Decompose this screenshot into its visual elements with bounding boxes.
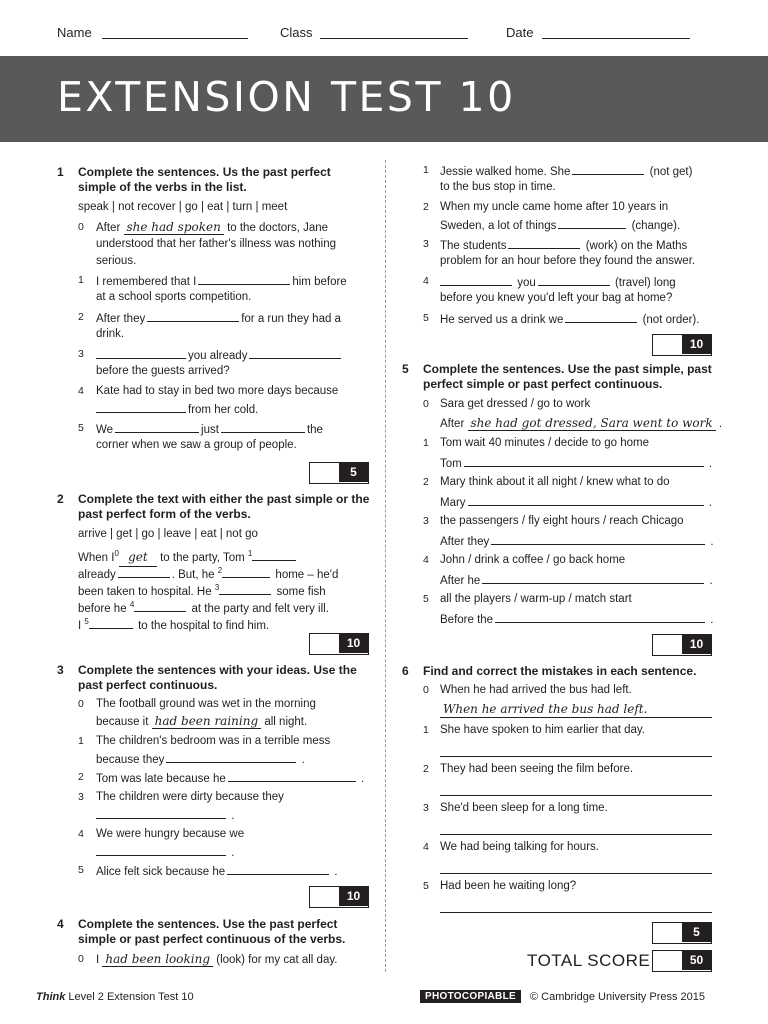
item-4-prompt: John / drink a coffee / go back home: [440, 554, 626, 566]
item-text: at the party and felt very ill.: [191, 602, 329, 615]
item-text: The students: [440, 240, 507, 252]
answer-blank[interactable]: [565, 310, 637, 323]
item-5-answer-line: Before the .: [440, 610, 713, 629]
answer-blank[interactable]: [96, 806, 226, 819]
item-text: After: [96, 222, 121, 234]
item-text: the: [306, 424, 323, 436]
item-1: The children's bedroom was in a terrible mess: [96, 735, 331, 747]
answer-blank[interactable]: [482, 571, 704, 584]
item-1-text: She have spoken to him earlier that day.: [440, 724, 645, 736]
item-3-line2: .: [96, 806, 234, 825]
score-box[interactable]: [652, 922, 712, 944]
item-2-answer-line: Mary .: [440, 493, 712, 512]
answer-blank[interactable]: [89, 616, 133, 629]
answer-blank[interactable]: [115, 420, 199, 433]
example-answer: get: [119, 549, 157, 567]
answer-blank[interactable]: [495, 610, 705, 623]
total-score-label: TOTAL SCORE: [527, 951, 651, 970]
item-0: The football ground was wet in the morning: [96, 698, 316, 710]
score-max: 10: [339, 634, 368, 653]
item-number: 3: [423, 238, 429, 250]
item-number: 3: [423, 515, 429, 527]
answer-line[interactable]: [440, 756, 712, 757]
score-box[interactable]: [309, 633, 369, 655]
answer-blank[interactable]: [464, 454, 704, 467]
date-field[interactable]: [542, 38, 690, 39]
item-0-line2: understood that her father's illness was nothing: [96, 238, 337, 250]
item-text: before he: [78, 602, 127, 615]
exercise-instructions: Complete the sentences with your ideas. Use the past perfect continuous.: [78, 663, 357, 692]
footer-left: [36, 991, 194, 1003]
item-text: (travel) long: [614, 277, 676, 289]
answer-blank[interactable]: [96, 843, 226, 856]
answer-blank[interactable]: [228, 769, 356, 782]
item-text: some fish: [276, 585, 326, 598]
item-number: 2: [423, 201, 429, 213]
exercise-instructions: Find and correct the mistakes in each sentence.: [423, 664, 697, 678]
answer-blank[interactable]: [227, 862, 329, 875]
item-0-answer-line: After she had got dressed, Sara went to work .: [440, 416, 723, 430]
item-text: Alice felt sick because he: [96, 866, 226, 878]
item-number: 4: [78, 385, 84, 397]
item-number: 5: [78, 864, 84, 876]
item-3: The children were dirty because they: [96, 791, 284, 803]
item-text: . But, he: [171, 568, 215, 581]
class-field[interactable]: [320, 38, 468, 39]
answer-line[interactable]: [440, 912, 712, 913]
item-0: [96, 951, 337, 969]
item-number: 5: [423, 312, 429, 324]
item-1-line2: because they .: [96, 750, 305, 769]
exercise-instructions: Complete the sentences. Us the past perfect simple of the verbs in the list.: [78, 165, 331, 194]
exercise-number: 5: [402, 362, 409, 376]
item-text: I remembered that I: [96, 276, 197, 288]
answer-blank[interactable]: [222, 565, 270, 578]
name-field[interactable]: [102, 38, 248, 39]
total-score-box[interactable]: [652, 950, 712, 972]
item-5-prompt: all the players / warm-up / match start: [440, 593, 632, 605]
answer-line[interactable]: [440, 834, 712, 835]
item-0-prompt: Sara get dressed / go to work: [440, 398, 591, 410]
item-text: He served us a drink we: [440, 314, 564, 326]
item-4-line2: before you knew you'd left your bag at home?: [440, 292, 673, 304]
level: Level 2: [68, 991, 104, 1003]
answer-blank[interactable]: [558, 216, 626, 229]
item-number: 2: [423, 763, 429, 775]
answer-blank[interactable]: [118, 565, 170, 578]
answer-blank[interactable]: [491, 532, 705, 545]
item-text: (change).: [631, 220, 681, 232]
answer-line[interactable]: [440, 717, 712, 718]
item-3-text: She'd been sleep for a long time.: [440, 802, 608, 814]
item-text: all night.: [264, 716, 308, 728]
item-text: for a run they had a: [241, 313, 341, 325]
copyright: © Cambridge University Press 2015: [530, 991, 706, 1003]
item-number: 5: [78, 422, 84, 434]
item-text: you: [517, 277, 536, 289]
answer-blank[interactable]: [96, 400, 186, 413]
answer-blank[interactable]: [96, 346, 186, 359]
item-0-line3: serious.: [96, 255, 137, 267]
item-number: 1: [78, 274, 84, 286]
answer-blank[interactable]: [572, 162, 644, 175]
item-1-answer-line: Tom .: [440, 454, 712, 473]
item-3-prompt: the passengers / fly eight hours / reach Chicago: [440, 515, 684, 527]
answer-line[interactable]: [440, 873, 712, 874]
gap-number: 3: [214, 583, 220, 592]
example-answer: she had got dressed, Sara went to work: [468, 416, 716, 431]
item-number: 2: [78, 771, 84, 783]
exercise-number: 6: [402, 664, 409, 678]
example-answer: had been looking: [102, 952, 213, 967]
score-box[interactable]: [309, 886, 369, 908]
answer-blank[interactable]: [468, 493, 704, 506]
item-1-line2: to the bus stop in time.: [440, 181, 556, 193]
item-number: 2: [78, 311, 84, 323]
date-label: Date: [506, 25, 534, 40]
item-text: already: [78, 568, 116, 581]
item-text: to the doctors, Jane: [227, 222, 329, 234]
name-label: Name: [57, 25, 92, 40]
item-text: I: [96, 954, 100, 966]
item-0-line2: [96, 713, 307, 731]
item-text: I: [78, 619, 82, 632]
item-4: We were hungry because we: [96, 828, 245, 840]
score-box[interactable]: [652, 634, 712, 656]
example-answer: When he arrived the bus had left.: [443, 702, 648, 716]
test-name: Extension Test 10: [106, 991, 194, 1003]
item-4-line2: [96, 400, 258, 419]
gap-number: 0: [114, 549, 119, 558]
item-text: you already: [188, 350, 248, 362]
item-5-line2: corner when we saw a group of people.: [96, 439, 297, 451]
item-text: Sweden, a lot of things: [440, 220, 557, 232]
exercise-instructions: Complete the text with either the past simple or the past perfect form of the verbs.: [78, 492, 370, 521]
item-text: (look) for my cat all day.: [216, 954, 338, 966]
student-info-row: [0, 22, 768, 46]
item-number: 1: [423, 164, 429, 176]
answer-blank[interactable]: [134, 599, 186, 612]
item-text: (not order).: [642, 314, 700, 326]
answer-blank[interactable]: [166, 750, 296, 763]
series-name: Think: [36, 991, 66, 1003]
item-2: Tom was late because he .: [96, 769, 364, 788]
item-2-text: They had been seeing the film before.: [440, 763, 634, 775]
item-text: We: [96, 424, 114, 436]
item-text: Mary: [440, 497, 466, 509]
answer-blank[interactable]: [198, 272, 290, 285]
example-answer: had been raining: [152, 714, 262, 729]
class-label: Class: [280, 25, 313, 40]
answer-blank[interactable]: [440, 273, 512, 286]
answer-blank[interactable]: [252, 548, 296, 561]
answer-blank[interactable]: [249, 346, 341, 359]
score-max: 10: [682, 335, 711, 354]
item-text: been taken to hospital. He: [78, 585, 212, 598]
item-2: [96, 309, 341, 328]
item-2: When my uncle came home after 10 years in: [440, 201, 669, 213]
item-3-answer-line: After they .: [440, 532, 714, 551]
item-text: After they: [440, 536, 490, 548]
item-number: 0: [78, 698, 84, 710]
item-text: After they: [96, 313, 146, 325]
item-number: 2: [423, 476, 429, 488]
item-text: Tom was late because he: [96, 773, 226, 785]
answer-blank[interactable]: [221, 420, 305, 433]
item-1-line2: at a school sports competition.: [96, 291, 252, 303]
item-5: [440, 310, 699, 329]
answer-line[interactable]: [440, 795, 712, 796]
item-number: 1: [423, 724, 429, 736]
item-4-answer-line: After he .: [440, 571, 713, 590]
page-title: EXTENSION TEST 10: [57, 73, 516, 121]
item-text: because they: [96, 754, 165, 766]
item-4-text: We had being talking for hours.: [440, 841, 599, 853]
item-3-line2: problem for an hour before they found the answer.: [440, 255, 696, 267]
item-text: (work) on the Maths: [585, 240, 688, 252]
exercise-instructions: Complete the sentences. Use the past simple, past perfect simple or past perfect continuous.: [423, 362, 712, 391]
item-text: from her cold.: [188, 404, 259, 416]
item-1-prompt: Tom wait 40 minutes / decide to go home: [440, 437, 650, 449]
item-2-prompt: Mary think about it all night / knew what to do: [440, 476, 670, 488]
answer-blank[interactable]: [219, 582, 271, 595]
gap-number: 1: [247, 549, 253, 558]
score-box[interactable]: [309, 462, 369, 484]
item-number: 4: [423, 554, 429, 566]
score-max: 5: [339, 463, 368, 482]
item-number: 3: [423, 802, 429, 814]
item-text: him before: [292, 276, 347, 288]
title-band: [0, 56, 768, 142]
item-number: 0: [78, 221, 84, 233]
gap-number: 2: [217, 566, 223, 575]
example-answer: she had spoken: [124, 220, 224, 235]
item-5: Alice felt sick because he .: [96, 862, 338, 881]
score-max: 5: [682, 923, 711, 942]
item-text: After he: [440, 575, 481, 587]
item-number: 3: [78, 791, 84, 803]
item-2-line2: drink.: [96, 328, 125, 340]
item-text: to the hospital to find him.: [138, 619, 270, 632]
item-number: 5: [423, 880, 429, 892]
exercise-instructions: Complete the sentences. Use the past perfect simple or past perfect continuous of the verbs.: [78, 917, 346, 946]
exercise-number: 3: [57, 663, 64, 677]
word-list: speak | not recover | go | eat | turn | meet: [78, 201, 288, 213]
item-number: 0: [423, 398, 429, 410]
item-number: 4: [78, 828, 84, 840]
text-line-5: [78, 613, 269, 635]
item-number: 1: [78, 735, 84, 747]
item-text: home – he'd: [275, 568, 339, 581]
item-number: 5: [423, 593, 429, 605]
item-4: Kate had to stay in bed two more days because: [96, 385, 339, 397]
item-text: to the party, Tom: [160, 551, 245, 564]
item-number: 0: [423, 684, 429, 696]
gap-number: 4: [129, 600, 135, 609]
exercise-number: 2: [57, 492, 64, 506]
item-text: After: [440, 418, 465, 430]
answer-blank[interactable]: [147, 309, 239, 322]
item-5-text: Had been he waiting long?: [440, 880, 577, 892]
item-text: just: [201, 424, 219, 436]
item-number: 1: [423, 437, 429, 449]
item-number: 0: [78, 953, 84, 965]
exercise-number: 1: [57, 165, 64, 179]
column-divider: [385, 160, 386, 972]
exercise-number: 4: [57, 917, 64, 931]
answer-blank[interactable]: [508, 236, 580, 249]
score-box[interactable]: [652, 334, 712, 356]
answer-blank[interactable]: [538, 273, 610, 286]
item-0: [96, 219, 328, 237]
item-number: 3: [78, 348, 84, 360]
gap-number: 5: [84, 617, 89, 626]
item-text: When I: [78, 551, 115, 564]
item-4-line2: .: [96, 843, 234, 862]
photocopiable-badge: PHOTOCOPIABLE: [420, 990, 521, 1003]
word-list: arrive | get | go | leave | eat | not go: [78, 528, 258, 540]
item-text: because it: [96, 716, 149, 728]
item-number: 4: [423, 841, 429, 853]
item-number: 4: [423, 275, 429, 287]
item-2-line2: [440, 216, 680, 235]
item-0-text: When he had arrived the bus had left.: [440, 684, 632, 696]
item-text: Tom: [440, 458, 462, 470]
item-text: (not get): [649, 166, 693, 178]
total-score-max: 50: [682, 951, 711, 970]
score-max: 10: [682, 635, 711, 654]
item-3-line2: before the guests arrived?: [96, 365, 230, 377]
item-text: Before the: [440, 614, 494, 626]
score-max: 10: [339, 887, 368, 906]
item-text: Jessie walked home. She: [440, 166, 571, 178]
